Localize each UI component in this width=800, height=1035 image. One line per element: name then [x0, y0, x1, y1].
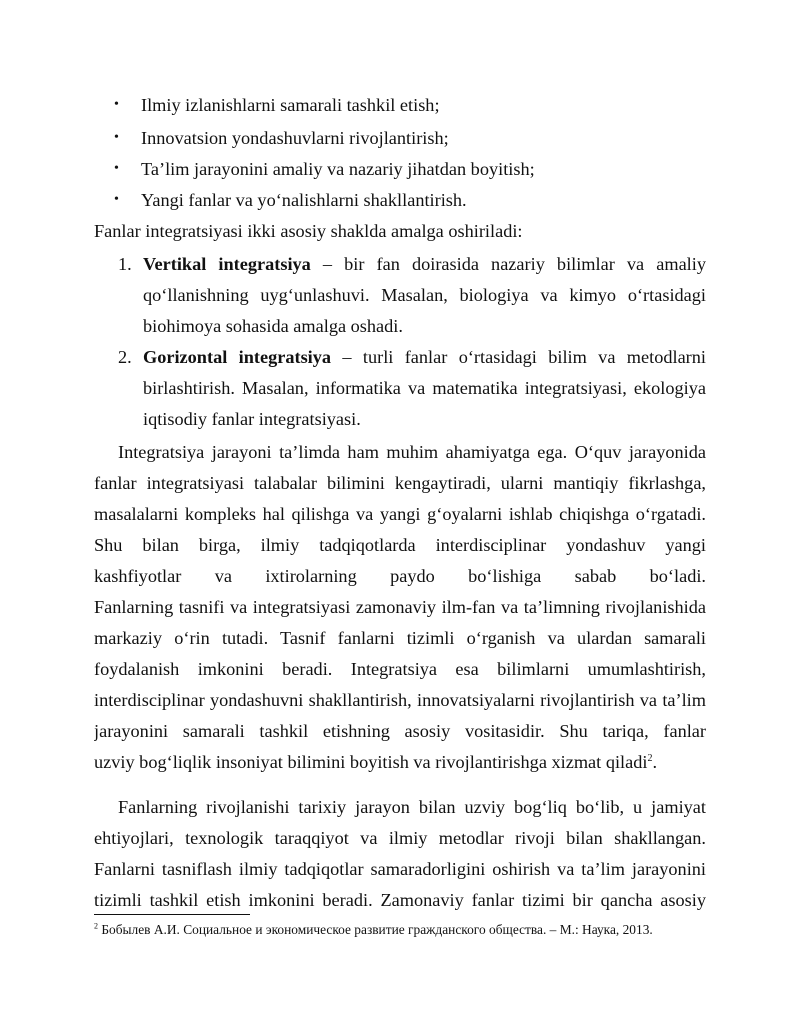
paragraph-line: Shu bilan birga, ilmiy tadqiqotlarda interdisciplinar yondashuv yangi — [94, 535, 706, 555]
numbered-item-line: iqtisodiy fanlar integratsiyasi. — [143, 409, 361, 429]
footnote-reference[interactable]: 2 — [647, 752, 653, 764]
paragraph-line: kashfiyotlar va ixtirolarning paydo bo‘lishiga sabab bo‘ladi. — [94, 566, 706, 586]
numbered-item-line — [143, 346, 706, 368]
footnote-text: Бобылев А.И. Социальное и экономическое развитие гражданского общества. – М.: Наука, 2013. — [98, 922, 653, 937]
paragraph-line: interdisciplinar yondashuvni shakllantirish, innovatsiyalarni rivojlantirish va ta’lim — [94, 690, 706, 710]
paragraph-line: Fanlarni tasniflash ilmiy tadqiqotlar samaradorligini oshirish va ta’lim jarayonini — [94, 859, 706, 879]
bullet-item: Ilmiy izlanishlarni samarali tashkil etish; — [141, 95, 440, 115]
numbered-item-line: birlashtirish. Masalan, informatika va matematika integratsiyasi, ekologiya — [143, 378, 706, 398]
numbered-item-line: biohimoya sohasida amalga oshadi. — [143, 316, 403, 336]
bullet-item: Yangi fanlar va yo‘nalishlarni shakllantirish. — [141, 190, 467, 210]
paragraph-line: foydalanish imkonini beradi. Integratsiya esa bilimlarni umumlashtirish, — [94, 659, 706, 679]
term-horizontal: Gorizontal integratsiya — [143, 347, 332, 367]
footnote — [94, 921, 653, 939]
bullet-item: Ta’lim jarayonini amaliy va nazariy jihatdan boyitish; — [141, 159, 535, 179]
paragraph-line: masalalarni kompleks hal qilishga va yangi g‘oyalarni ishlab chiqishga o‘rgatadi. — [94, 504, 706, 524]
footnote-mark: 2 — [94, 921, 98, 931]
definition-text: – turli fanlar o‘rtasidagi bilim va metodlarni — [331, 347, 706, 367]
definition-text: – bir fan doirasida nazariy bilimlar va amaliy — [310, 254, 706, 274]
bullet-marker: • — [114, 130, 119, 145]
bullet-marker: • — [114, 97, 119, 112]
bullet-marker: • — [114, 161, 119, 176]
paragraph-line — [94, 751, 657, 773]
paragraph-text: uzviy bog‘liqlik insoniyat bilimini boyitish va rivojlantirishga xizmat qiladi — [94, 752, 648, 772]
bullet-marker: • — [114, 192, 119, 207]
paragraph-line: tizimli tashkil etish imkonini beradi. Zamonaviy fanlar tizimi bir qancha asosiy — [94, 890, 706, 910]
paragraph-line: ehtiyojlari, texnologik taraqqiyot va ilmiy metodlar rivoji bilan shakllangan. — [94, 828, 706, 848]
paragraph-line: Fanlarning rivojlanishi tarixiy jarayon bilan uzviy bog‘liq bo‘lib, u jamiyat — [118, 797, 706, 817]
paragraph-line: Fanlarning tasnifi va integratsiyasi zamonaviy ilm-fan va ta’limning rivojlanishida — [94, 597, 706, 617]
numbered-item-line — [143, 253, 706, 275]
term-vertical: Vertikal integratsiya — [143, 254, 311, 274]
footnote-separator — [94, 914, 250, 915]
numbered-item-line: qo‘llanishning uyg‘unlashuvi. Masalan, biologiya va kimyo o‘rtasidagi — [143, 285, 706, 305]
list-number: 1. — [118, 254, 132, 274]
sentence-end: . — [652, 752, 658, 772]
paragraph-line: fanlar integratsiyasi talabalar bilimini kengaytiradi, ularni mantiqiy fikrlashga, — [94, 473, 706, 493]
list-number: 2. — [118, 347, 132, 367]
intro-sentence: Fanlar integratsiyasi ikki asosiy shaklda amalga oshiriladi: — [94, 221, 523, 241]
paragraph-line: markaziy o‘rin tutadi. Tasnif fanlarni tizimli o‘rganish va ulardan samarali — [94, 628, 706, 648]
bullet-item: Innovatsion yondashuvlarni rivojlantirish; — [141, 128, 449, 148]
paragraph-line: jarayonini samarali tashkil etishning asosiy vositasidir. Shu tariqa, fanlar — [94, 721, 706, 741]
paragraph-line: Integratsiya jarayoni ta’limda ham muhim ahamiyatga ega. O‘quv jarayonida — [118, 442, 706, 462]
